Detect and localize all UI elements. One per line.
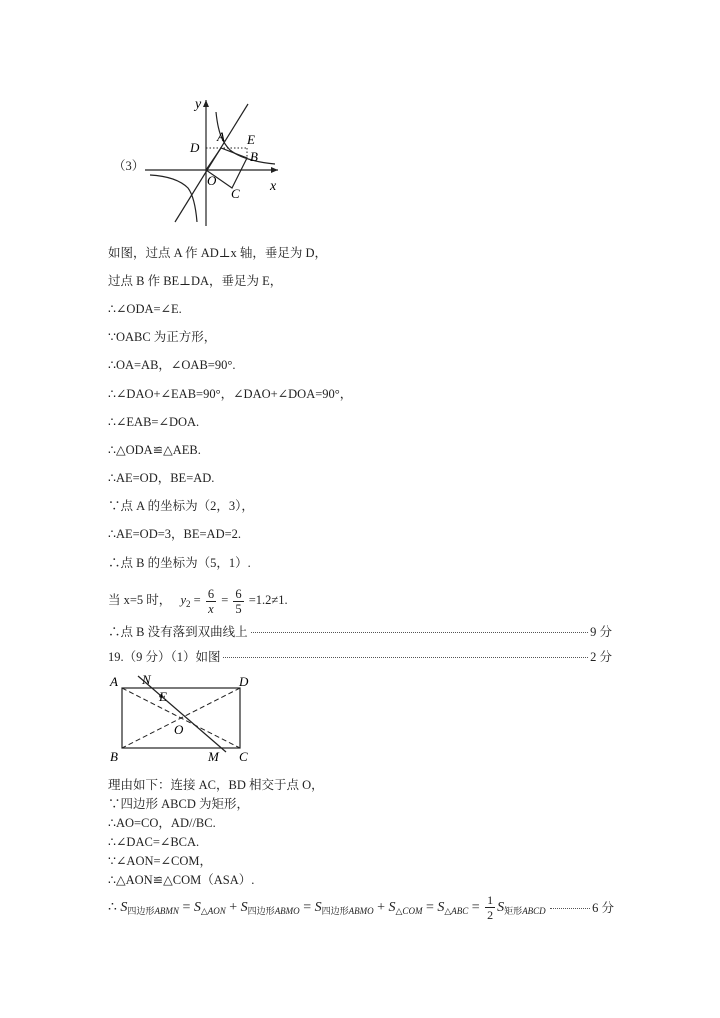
score-9: 9 分: [588, 622, 612, 640]
fig-label-E: E: [159, 689, 167, 704]
label-D: D: [190, 140, 200, 155]
part-label: （3）: [113, 159, 145, 173]
reason-line-2: ∵四边形 ABCD 为矩形，: [108, 797, 249, 811]
fig-label-M: M: [208, 749, 219, 764]
label-B: B: [250, 149, 258, 164]
label-x: x: [270, 179, 277, 194]
reason-line-1: 理由如下：连接 AC，BD 相交于点 O，: [108, 778, 324, 792]
x-axis-arrow: [271, 167, 278, 173]
label-O: O: [207, 173, 217, 188]
reason-line-6: ∴△AON≌△COM（ASA）.: [108, 873, 255, 887]
fraction-6-over-x: $\frac{6}{x}$: [207, 586, 215, 616]
score-6: 6 分: [592, 901, 614, 915]
q19-header: [108, 647, 612, 663]
label-C: C: [231, 186, 240, 201]
q19-head-text: 19.（9 分）（1）如图: [108, 647, 223, 665]
line13-tail: =1.2≠1.: [248, 593, 288, 607]
line13-prefix: 当 x=5 时，: [108, 593, 172, 607]
y-axis-arrow: [203, 100, 209, 107]
reason-line-4: ∴∠DAC=∠BCA.: [108, 835, 200, 849]
fig-label-B: B: [110, 749, 118, 764]
proof-line-3: ∴∠ODA=∠E.: [108, 302, 182, 316]
proof-line-6: ∴∠DAO+∠EAB=90°，∠DAO+∠DOA=90°，: [108, 387, 353, 401]
fraction-6-over-5: $\frac{6}{5}$: [235, 586, 242, 616]
proof-line-10: ∵点 A 的坐标为（2，3），: [108, 499, 254, 513]
rectangle-figure: [108, 670, 258, 770]
fraction-one-half: $\frac{1}{2}$: [487, 893, 494, 923]
proof-line-4: ∵OABC 为正方形，: [108, 330, 217, 344]
proof-line-11: ∴AE=OD=3，BE=AD=2.: [108, 527, 242, 541]
fig-label-D: D: [239, 674, 249, 689]
proof-line-13: 当 x=5 时， $y_2$ = $\frac{6}{x}$ = $\frac{6}{5}$ =1.2≠1.: [108, 586, 288, 616]
proof-line-9: ∴AE=OD，BE=AD.: [108, 471, 215, 485]
fig-label-C: C: [239, 749, 248, 764]
label-E: E: [247, 132, 255, 147]
reason-line-5: ∵∠AON=∠COM，: [108, 854, 213, 868]
fig-label-A: A: [110, 674, 118, 689]
proof-line-2: 过点 B 作 BE⊥DA，垂足为 E，: [108, 274, 283, 288]
proof-line-12: ∴点 B 的坐标为（5，1）.: [108, 556, 251, 570]
y-variable: y: [180, 593, 186, 607]
fig-label-O: O: [174, 722, 184, 737]
label-y: y: [195, 97, 202, 112]
conclusion-text: ∴点 B 没有落到双曲线上: [108, 622, 250, 640]
area-equation: ∴ $S_{四边形ABMN} = S_{\triangle AON} + S_{四边形ABMO} = S_{四边形ABMO} + S_{\triangle COM} = S_{\triangle ABC}$ = $\frac{1}{2}$ $S_{矩形ABCD}$ 6 分: [108, 888, 614, 928]
y-subscript: 2: [186, 599, 191, 609]
reason-line-3: ∴AO=CO，AD//BC.: [108, 816, 216, 830]
proof-line-5: ∴OA=AB，∠OAB=90°.: [108, 358, 236, 372]
coordinate-graph: [140, 92, 300, 232]
label-A: A: [217, 129, 225, 144]
proof-line-1: 如图，过点 A 作 AD⊥x 轴，垂足为 D，: [108, 246, 328, 260]
proof-conclusion: [108, 622, 612, 638]
proof-line-8: ∴△ODA≌△AEB.: [108, 443, 201, 457]
line-through-origin: [175, 104, 248, 222]
score-2: 2 分: [588, 647, 612, 665]
fig-label-N: N: [142, 672, 151, 687]
proof-line-7: ∴∠EAB=∠DOA.: [108, 415, 200, 429]
